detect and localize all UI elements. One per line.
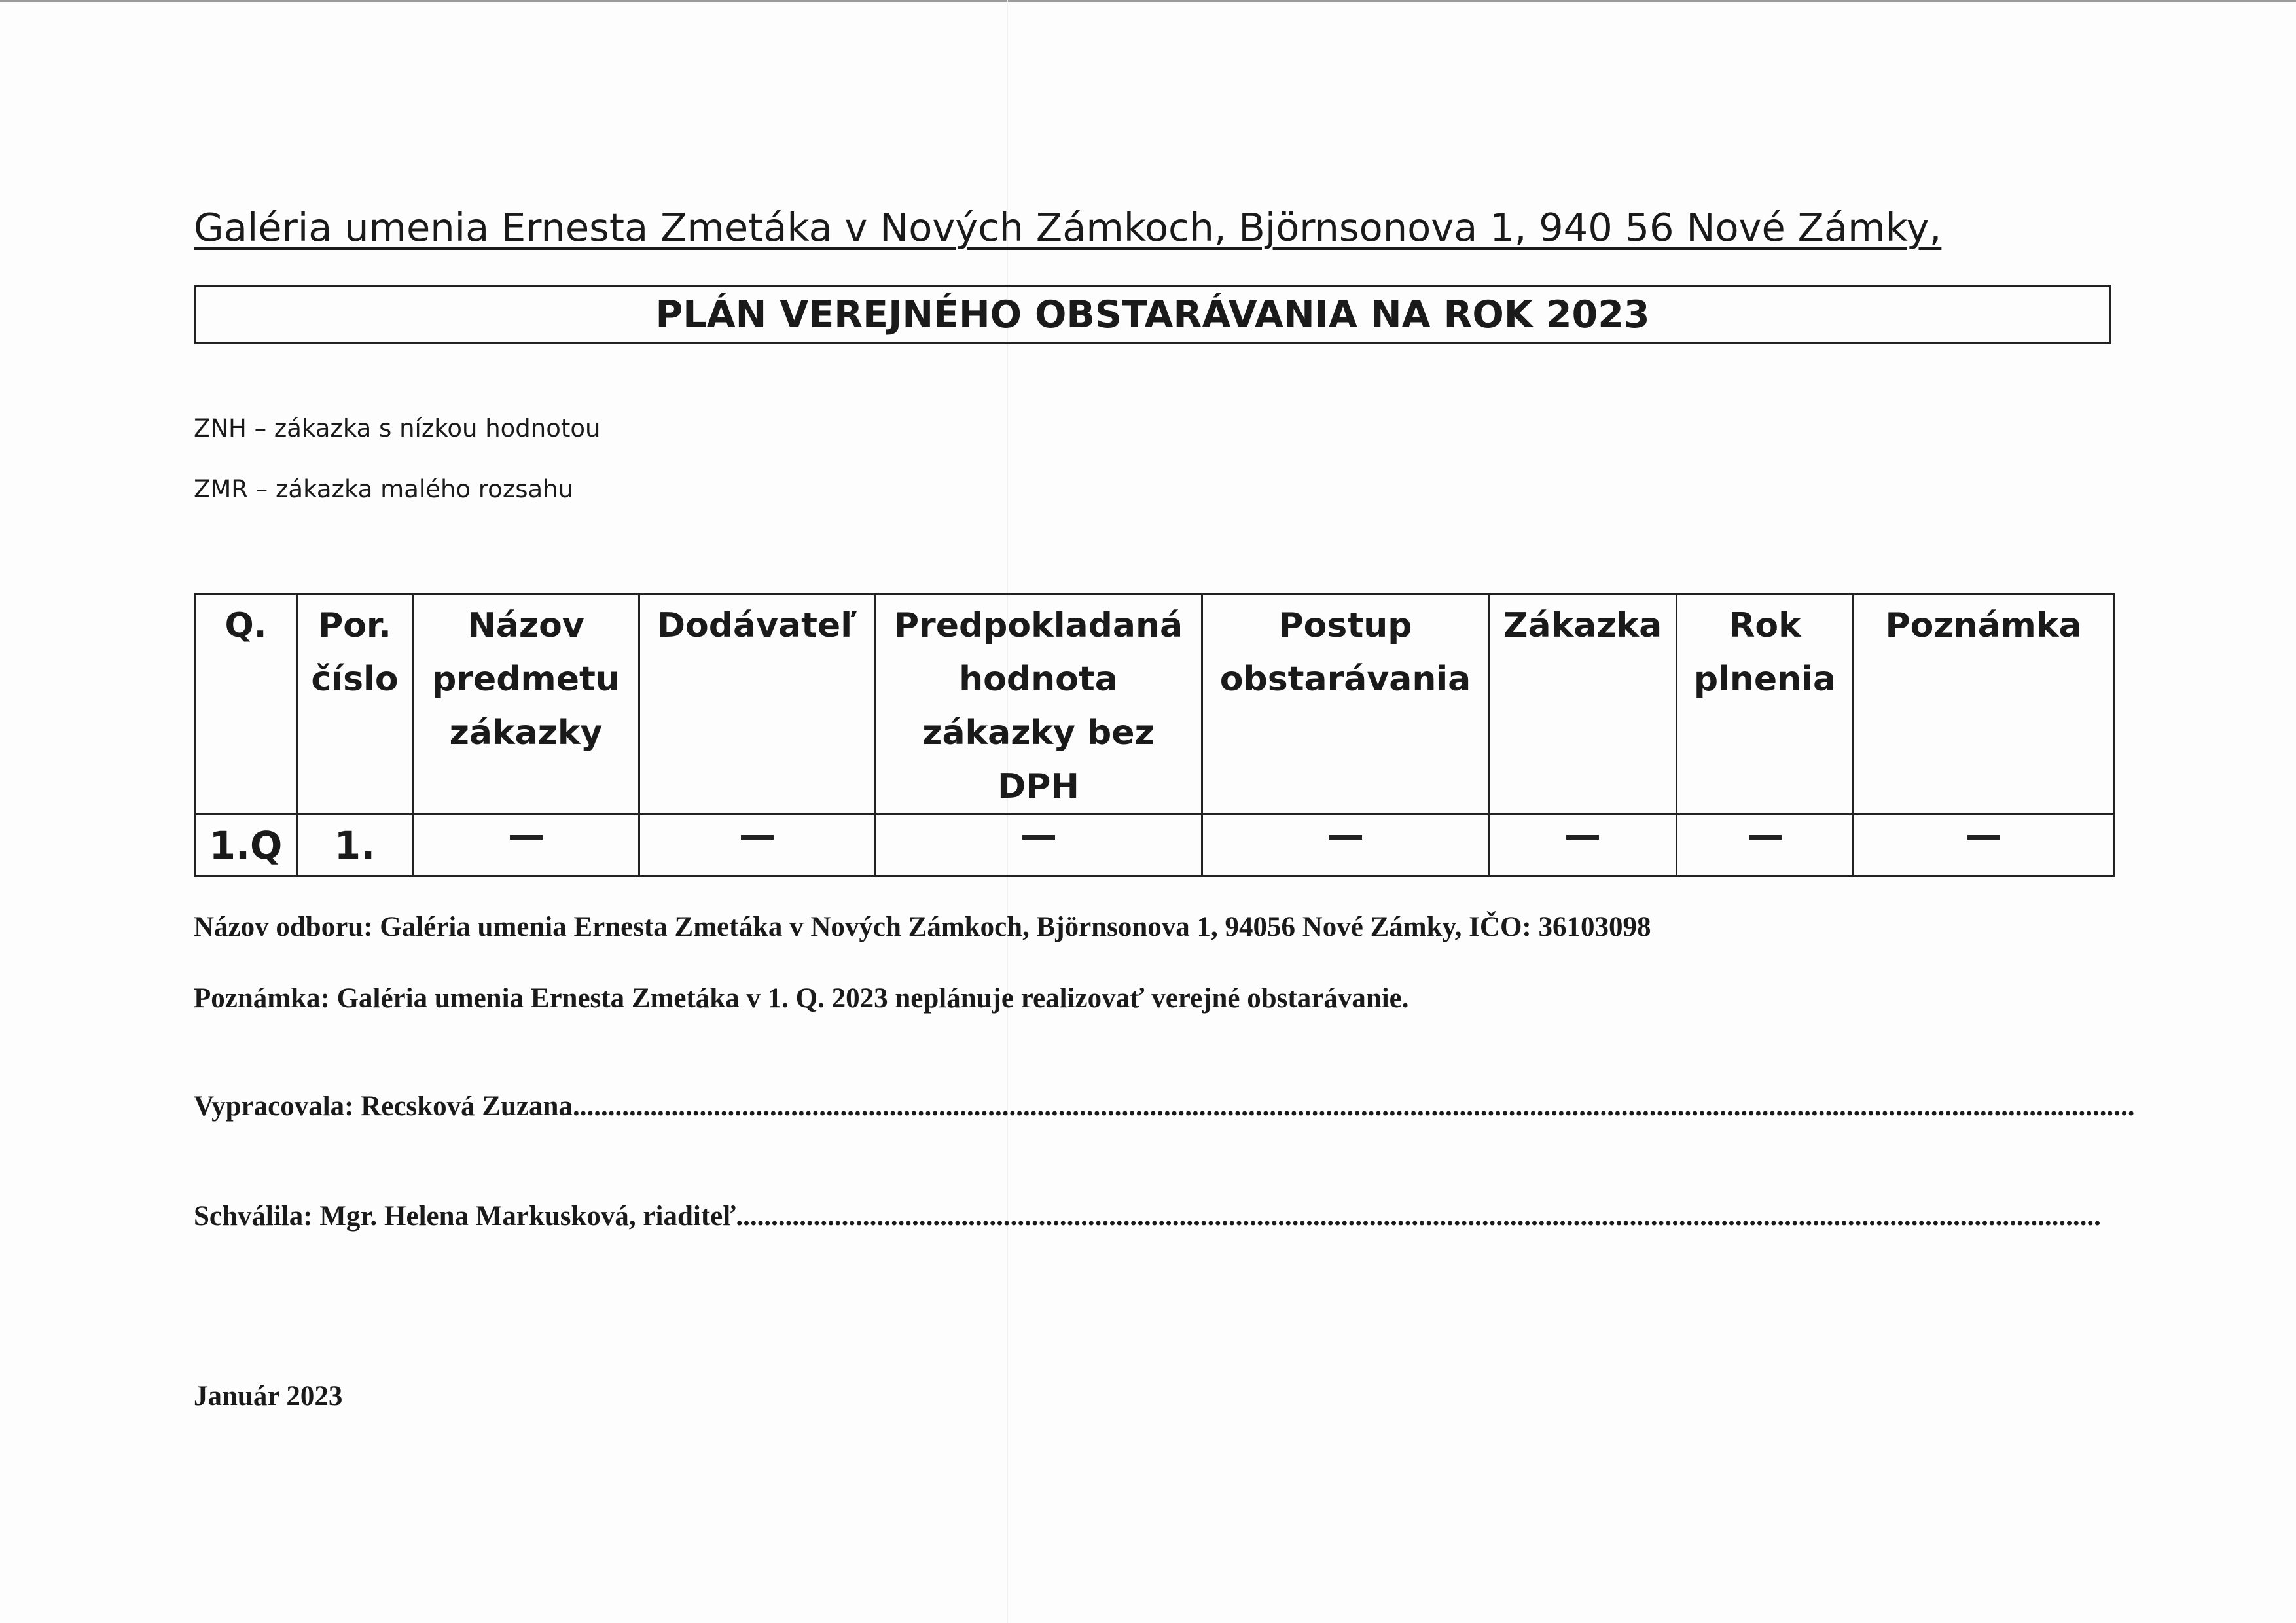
document-title: PLÁN VEREJNÉHO OBSTARÁVANIA NA ROK 2023 [655,293,1650,336]
department-line: Názov odboru: Galéria umenia Ernesta Zmetáka v Nových Zámkoch, Björnsonova 1, 94056 Nové Zámky, IČO: 36103098 [194,912,1651,942]
table-row [195,815,2114,876]
column-header-subject: Názov predmetu zákazky [413,594,639,815]
cell-note [1854,815,2114,876]
cell-q: 1.Q [195,815,297,876]
prepared-by-line [194,1087,2134,1126]
empty-dash [1566,835,1599,840]
scan-edge [0,0,2296,2]
organization-heading: Galéria umenia Ernesta Zmetáka v Nových Zámkoch, Björnsonova 1, 940 56 Nové Zámky, [194,205,1942,250]
column-header-procedure: Postup obstarávania [1202,594,1489,815]
approved-by-line [194,1197,2101,1236]
document-title-box [194,285,2111,344]
abbreviation-znh: ZNH – zákazka s nízkou hodnotou [194,414,601,442]
prepared-by-text: Vypracovala: Recsková Zuzana [194,1091,573,1122]
signature-dots: .................................................................................................................................................................................................. [736,1201,2101,1232]
cell-year [1677,815,1854,876]
empty-dash [1967,835,2000,840]
cell-contract [1489,815,1677,876]
column-header-q: Q. [195,594,297,815]
table-header-row [195,594,2114,815]
empty-dash [1749,835,1782,840]
note-line: Poznámka: Galéria umenia Ernesta Zmetáka v 1. Q. 2023 neplánuje realizovať verejné obstarávanie. [194,983,1409,1014]
document-date: Január 2023 [194,1381,343,1412]
empty-dash [741,835,774,840]
approved-by-text: Schválila: Mgr. Helena Markusková, riaditeľ [194,1201,736,1232]
signature-dots: .............................................................................................................................................................................................................................. [572,1091,2135,1122]
column-header-number: Por. číslo [297,594,413,815]
cell-procedure [1202,815,1489,876]
cell-subject [413,815,639,876]
column-header-year: Rok plnenia [1677,594,1854,815]
empty-dash [510,835,543,840]
empty-dash [1329,835,1362,840]
column-header-estimated-value: Predpokladaná hodnota zákazky bez DPH [875,594,1202,815]
column-header-note: Poznámka [1854,594,2114,815]
column-header-contract: Zákazka [1489,594,1677,815]
cell-estimated-value [875,815,1202,876]
abbreviation-zmr: ZMR – zákazka malého rozsahu [194,475,574,503]
empty-dash [1022,835,1055,840]
column-header-supplier: Dodávateľ [639,594,875,815]
cell-number: 1. [297,815,413,876]
cell-supplier [639,815,875,876]
procurement-plan-table [194,593,2115,877]
